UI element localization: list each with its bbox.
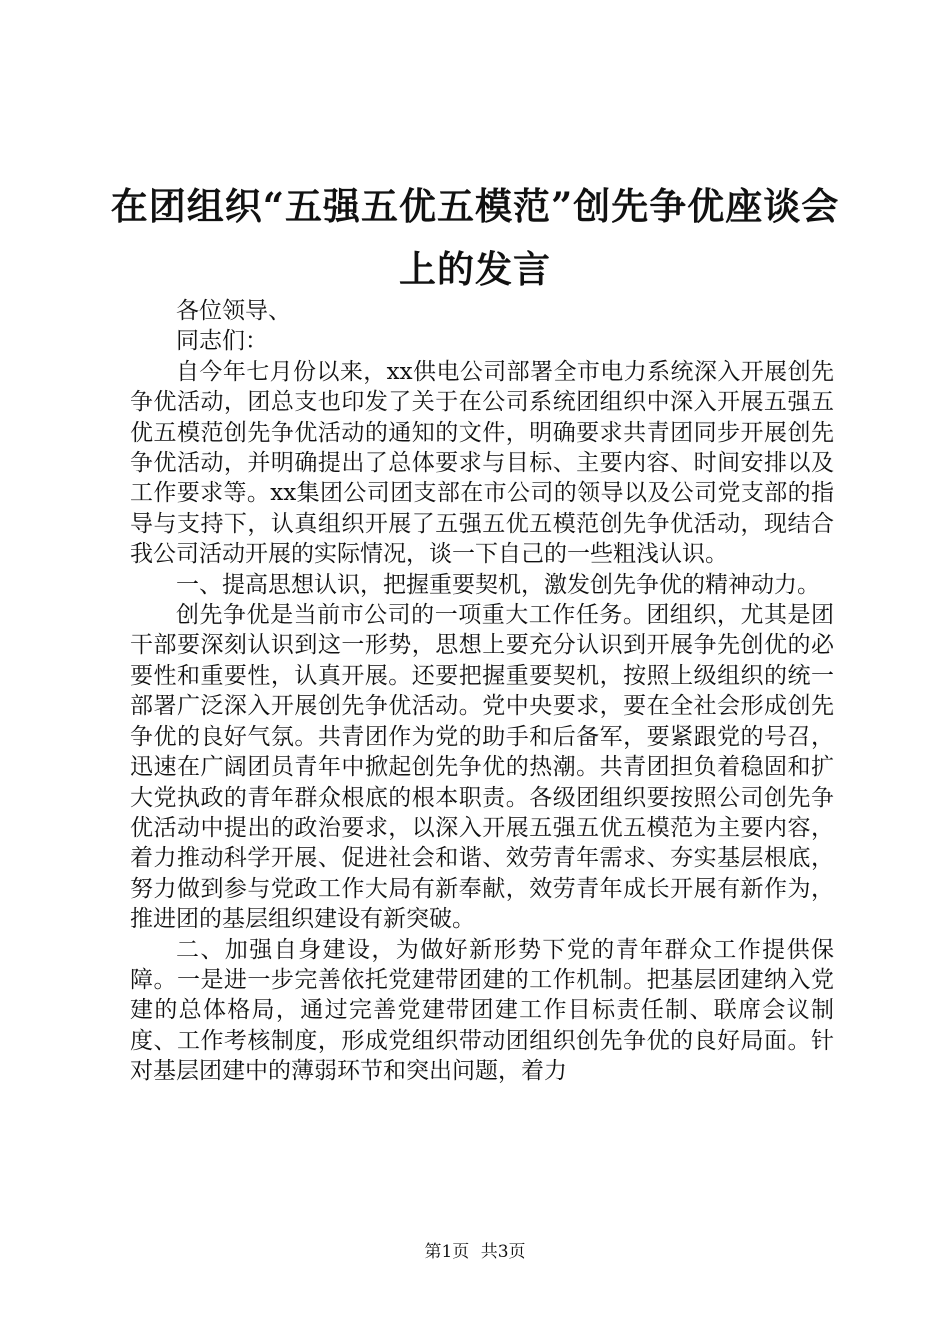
current-page-number: 第1页 bbox=[424, 1242, 470, 1262]
document-title-line-1: 在团组织“五强五优五模范”创先争优座谈会 bbox=[110, 184, 840, 228]
document-title-line-2: 上的发言 bbox=[399, 247, 551, 291]
body-paragraph: 自今年七月份以来，xx供电公司部署全市电力系统深入开展创先争优活动，团总支也印发了关于在公司系统团组织中深入开展五强五优五模范创先争优活动的通知的文件，明确要求共青团同步开展创先争优活动，并明确提出了总体要求与目标、主要内容、时间安排以及工作要求等。xx集团公司团支部在市公司的领导以及公司党支部的指导与支持下，认真组织开展了五强五优五模范创先争优活动，现结合我公司活动开展的实际情况，谈一下自己的一些粗浅认识。 bbox=[130, 358, 834, 568]
salutation-line-2: 同志们： bbox=[176, 328, 268, 355]
section-heading-1: 一、提高思想认识，把握重要契机，激发创先争优的精神动力。 bbox=[176, 571, 820, 598]
total-page-count: 共3页 bbox=[480, 1242, 526, 1262]
section-heading-2: 二、加强自身建设，为做好新形势下党的青年群众工作提供保障。一是进一步完善依托党建带团建的工作机制。把基层团建纳入党建的总体格局，通过完善党建带团建工作目标责任制、联席会议制度、工作考核制度，形成党组织带动团组织创先争优的良好局面。针对基层团建中的薄弱环节和突出问题，着力 bbox=[130, 936, 834, 1085]
document-body bbox=[130, 296, 834, 1087]
salutation-line-1: 各位领导、 bbox=[176, 298, 291, 324]
page-footer bbox=[0, 1240, 950, 1264]
body-paragraph: 创先争优是当前市公司的一项重大工作任务。团组织，尤其是团干部要深刻认识到这一形势，思想上要充分认识到开展争先创优的必要性和重要性，认真开展。还要把握重要契机，按照上级组织的统一部署广泛深入开展创先争优活动。党中央要求，要在全社会形成创先争优的良好气氛。共青团作为党的助手和后备军，要紧跟党的号召，迅速在广阔团员青年中掀起创先争优的热潮。共青团担负着稳固和扩大党执政的青年群众根底的根本职责。各级团组织要按照公司创先争优活动中提出的政治要求，以深入开展五强五优五模范为主要内容，着力推动科学开展、促进社会和谐、效劳青年需求、夯实基层根底，努力做到参与党政工作大局有新奉献，效劳青年成长开展有新作为，推进团的基层组织建设有新突破。 bbox=[130, 602, 834, 933]
